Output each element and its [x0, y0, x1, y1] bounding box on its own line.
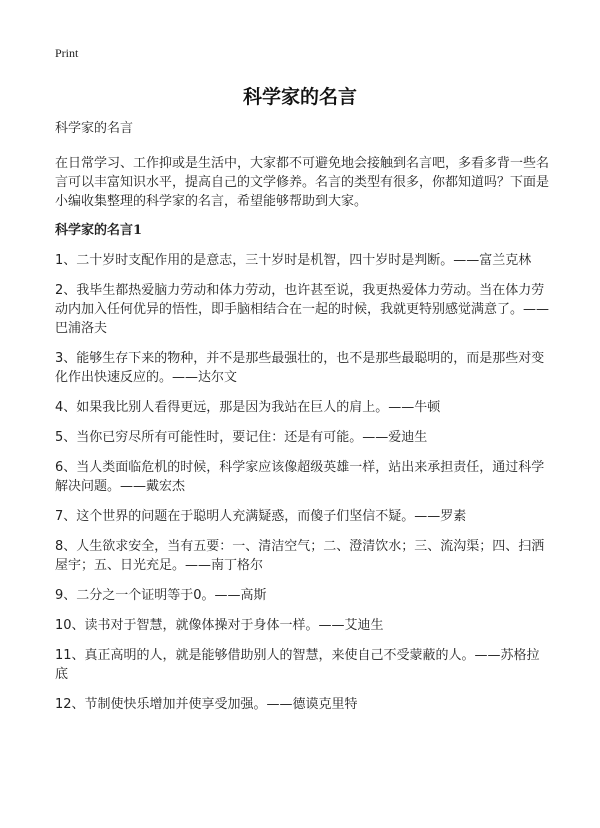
- quote-item: 7、这个世界的问题在于聪明人充满疑惑，而傻子们坚信不疑。——罗素: [55, 509, 467, 524]
- quote-item: 11、真正高明的人，就是能够借助别人的智慧，来使自己不受蒙蔽的人。——苏格拉底: [55, 648, 540, 682]
- quote-item: 4、如果我比别人看得更远，那是因为我站在巨人的肩上。——牛顿: [55, 400, 441, 415]
- quote-item: 9、二分之一个证明等于0。——高斯: [55, 588, 267, 603]
- quote-item: 1、二十岁时支配作用的是意志，三十岁时是机智，四十岁时是判断。——富兰克林: [55, 253, 532, 268]
- quote-item: 6、当人类面临危机的时候，科学家应该像超级英雄一样，站出来承担责任，通过科学解决问题。——戴宏杰: [55, 460, 545, 494]
- quote-item: 10、读书对于智慧，就像体操对于身体一样。——艾迪生: [55, 618, 384, 633]
- article-subtitle: 科学家的名言: [55, 121, 134, 136]
- page-title: 科学家的名言: [242, 86, 357, 108]
- section-heading: 科学家的名言1: [55, 223, 143, 238]
- article-body: [55, 120, 550, 725]
- quote-item: 3、能够生存下来的物种，并不是那些最强壮的，也不是那些最聪明的，而是那些对变化作出快速反应的。——达尔文: [55, 351, 545, 385]
- quote-item: 12、节制使快乐增加并使享受加强。——德谟克里特: [55, 697, 358, 712]
- quote-item: 8、人生欲求安全，当有五要：一、清洁空气；二、澄清饮水；三、流沟渠；四、扫洒屋宇；五、日光充足。——南丁格尔: [55, 539, 545, 573]
- quote-item: 2、我毕生都热爱脑力劳动和体力劳动，也许甚至说，我更热爱体力劳动。当在体力劳动内加入任何优异的悟性，即手脑相结合在一起的时候，我就更特别感觉满意了。——巴浦洛夫: [55, 283, 550, 336]
- quote-item: 5、当你已穷尽所有可能性时，要记住：还是有可能。——爱迪生: [55, 430, 428, 445]
- print-link[interactable]: Print: [55, 46, 79, 60]
- intro-paragraph: 在日常学习、工作抑或是生活中，大家都不可避免地会接触到名言吧，多看多背一些名言可以丰富知识水平，提高自己的文学修养。名言的类型有很多，你都知道吗？下面是小编收集整理的科学家的名言，希望能够帮助到大家。: [55, 156, 550, 209]
